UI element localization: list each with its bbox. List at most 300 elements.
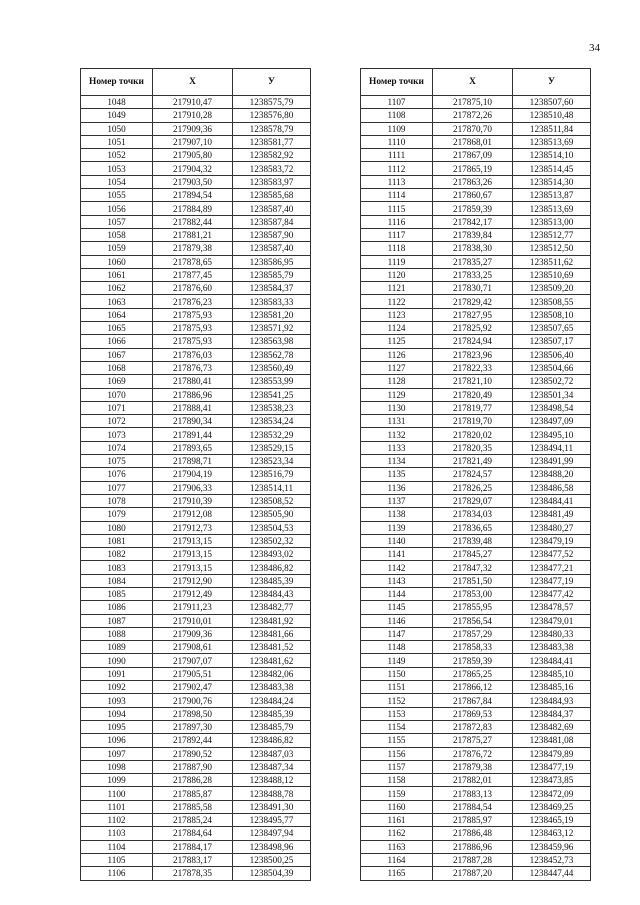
table-row xyxy=(81,681,311,694)
cell-y: 1238491,99 xyxy=(513,455,591,468)
table-row xyxy=(361,587,591,600)
table-row xyxy=(361,175,591,188)
cell-y: 1238534,24 xyxy=(233,415,311,428)
cell-y: 1238481,52 xyxy=(233,641,311,654)
cell-x: 217911,23 xyxy=(153,601,233,614)
table-row xyxy=(81,109,311,122)
cell-point-number: 1157 xyxy=(361,760,433,773)
table-row xyxy=(81,534,311,547)
cell-y: 1238493,02 xyxy=(233,548,311,561)
cell-point-number: 1066 xyxy=(81,335,153,348)
table-row xyxy=(81,840,311,853)
table-row xyxy=(81,202,311,215)
cell-point-number: 1057 xyxy=(81,215,153,228)
cell-point-number: 1051 xyxy=(81,135,153,148)
cell-x: 217898,71 xyxy=(153,455,233,468)
cell-x: 217878,65 xyxy=(153,255,233,268)
table-row xyxy=(361,747,591,760)
cell-y: 1238587,84 xyxy=(233,215,311,228)
cell-x: 217857,29 xyxy=(433,627,513,640)
cell-x: 217887,28 xyxy=(433,853,513,866)
table-row xyxy=(81,149,311,162)
cell-y: 1238575,79 xyxy=(233,96,311,109)
cell-x: 217912,08 xyxy=(153,508,233,521)
cell-y: 1238514,30 xyxy=(513,175,591,188)
cell-y: 1238587,90 xyxy=(233,228,311,241)
table-row xyxy=(81,481,311,494)
cell-x: 217886,28 xyxy=(153,774,233,787)
cell-y: 1238505,90 xyxy=(233,508,311,521)
cell-y: 1238482,69 xyxy=(513,720,591,733)
table-row xyxy=(361,202,591,215)
cell-point-number: 1119 xyxy=(361,255,433,268)
cell-y: 1238480,27 xyxy=(513,521,591,534)
cell-point-number: 1067 xyxy=(81,348,153,361)
cell-y: 1238500,25 xyxy=(233,853,311,866)
cell-point-number: 1069 xyxy=(81,375,153,388)
cell-point-number: 1121 xyxy=(361,282,433,295)
cell-x: 217891,44 xyxy=(153,428,233,441)
cell-point-number: 1163 xyxy=(361,840,433,853)
cell-x: 217820,49 xyxy=(433,388,513,401)
cell-x: 217830,71 xyxy=(433,282,513,295)
cell-x: 217853,00 xyxy=(433,587,513,600)
table-row xyxy=(81,853,311,866)
cell-x: 217856,54 xyxy=(433,614,513,627)
cell-point-number: 1107 xyxy=(361,96,433,109)
cell-x: 217847,32 xyxy=(433,561,513,574)
cell-x: 217882,44 xyxy=(153,215,233,228)
cell-x: 217875,10 xyxy=(433,96,513,109)
cell-x: 217884,64 xyxy=(153,827,233,840)
table-row xyxy=(361,335,591,348)
table-row xyxy=(361,800,591,813)
table-row xyxy=(361,295,591,308)
cell-x: 217904,32 xyxy=(153,162,233,175)
cell-point-number: 1071 xyxy=(81,401,153,414)
cell-y: 1238463,12 xyxy=(513,827,591,840)
table-row xyxy=(361,135,591,148)
cell-x: 217913,15 xyxy=(153,548,233,561)
cell-point-number: 1060 xyxy=(81,255,153,268)
cell-y: 1238504,66 xyxy=(513,361,591,374)
cell-point-number: 1128 xyxy=(361,375,433,388)
cell-x: 217887,20 xyxy=(433,867,513,880)
cell-point-number: 1115 xyxy=(361,202,433,215)
table-row xyxy=(81,867,311,880)
table-row xyxy=(361,361,591,374)
cell-y: 1238484,41 xyxy=(513,494,591,507)
cell-y: 1238587,40 xyxy=(233,202,311,215)
cell-y: 1238483,38 xyxy=(233,681,311,694)
cell-y: 1238488,20 xyxy=(513,468,591,481)
cell-y: 1238576,80 xyxy=(233,109,311,122)
cell-point-number: 1064 xyxy=(81,308,153,321)
cell-point-number: 1104 xyxy=(81,840,153,853)
cell-point-number: 1114 xyxy=(361,189,433,202)
cell-point-number: 1078 xyxy=(81,494,153,507)
cell-point-number: 1142 xyxy=(361,561,433,574)
cell-point-number: 1118 xyxy=(361,242,433,255)
table-row xyxy=(81,282,311,295)
table-row xyxy=(81,760,311,773)
cell-y: 1238513,69 xyxy=(513,135,591,148)
cell-x: 217888,41 xyxy=(153,401,233,414)
cell-y: 1238585,79 xyxy=(233,268,311,281)
cell-y: 1238578,79 xyxy=(233,122,311,135)
cell-x: 217858,33 xyxy=(433,641,513,654)
cell-x: 217881,21 xyxy=(153,228,233,241)
table-row xyxy=(81,654,311,667)
cell-x: 217890,34 xyxy=(153,415,233,428)
cell-x: 217912,73 xyxy=(153,521,233,534)
cell-x: 217867,09 xyxy=(433,149,513,162)
cell-point-number: 1110 xyxy=(361,135,433,148)
table-row xyxy=(361,667,591,680)
cell-y: 1238497,09 xyxy=(513,415,591,428)
cell-point-number: 1120 xyxy=(361,268,433,281)
table-row xyxy=(81,494,311,507)
cell-point-number: 1073 xyxy=(81,428,153,441)
cell-point-number: 1164 xyxy=(361,853,433,866)
cell-point-number: 1052 xyxy=(81,149,153,162)
cell-point-number: 1061 xyxy=(81,268,153,281)
cell-y: 1238485,39 xyxy=(233,574,311,587)
cell-y: 1238508,52 xyxy=(233,494,311,507)
cell-y: 1238583,33 xyxy=(233,295,311,308)
table-header-row xyxy=(81,69,311,96)
table-row xyxy=(81,694,311,707)
cell-x: 217880,41 xyxy=(153,375,233,388)
cell-point-number: 1103 xyxy=(81,827,153,840)
cell-x: 217906,33 xyxy=(153,481,233,494)
cell-point-number: 1070 xyxy=(81,388,153,401)
cell-x: 217878,35 xyxy=(153,867,233,880)
cell-y: 1238502,72 xyxy=(513,375,591,388)
cell-y: 1238483,38 xyxy=(513,641,591,654)
cell-point-number: 1148 xyxy=(361,641,433,654)
cell-x: 217903,50 xyxy=(153,175,233,188)
table-row xyxy=(361,734,591,747)
cell-point-number: 1159 xyxy=(361,787,433,800)
cell-y: 1238541,25 xyxy=(233,388,311,401)
table-row xyxy=(361,308,591,321)
cell-x: 217870,70 xyxy=(433,122,513,135)
header-y: У xyxy=(513,69,591,96)
cell-x: 217867,84 xyxy=(433,694,513,707)
cell-y: 1238512,50 xyxy=(513,242,591,255)
cell-x: 217892,44 xyxy=(153,734,233,747)
cell-point-number: 1074 xyxy=(81,441,153,454)
cell-x: 217875,27 xyxy=(433,734,513,747)
table-row xyxy=(81,574,311,587)
cell-point-number: 1098 xyxy=(81,760,153,773)
table-row xyxy=(81,228,311,241)
cell-y: 1238511,62 xyxy=(513,255,591,268)
cell-point-number: 1089 xyxy=(81,641,153,654)
cell-x: 217912,49 xyxy=(153,587,233,600)
table-row xyxy=(81,627,311,640)
cell-point-number: 1081 xyxy=(81,534,153,547)
table-row xyxy=(81,441,311,454)
cell-point-number: 1090 xyxy=(81,654,153,667)
cell-x: 217902,47 xyxy=(153,681,233,694)
cell-x: 217824,57 xyxy=(433,468,513,481)
cell-point-number: 1144 xyxy=(361,587,433,600)
cell-point-number: 1145 xyxy=(361,601,433,614)
cell-x: 217821,10 xyxy=(433,375,513,388)
table-row xyxy=(361,109,591,122)
cell-x: 217865,19 xyxy=(433,162,513,175)
cell-x: 217905,80 xyxy=(153,149,233,162)
cell-x: 217884,54 xyxy=(433,800,513,813)
cell-x: 217826,25 xyxy=(433,481,513,494)
cell-point-number: 1105 xyxy=(81,853,153,866)
coordinates-table-left xyxy=(80,68,311,881)
table-row xyxy=(361,840,591,853)
cell-point-number: 1111 xyxy=(361,149,433,162)
cell-point-number: 1153 xyxy=(361,707,433,720)
cell-y: 1238585,68 xyxy=(233,189,311,202)
cell-y: 1238553,99 xyxy=(233,375,311,388)
cell-y: 1238484,43 xyxy=(233,587,311,600)
cell-x: 217907,07 xyxy=(153,654,233,667)
cell-x: 217909,36 xyxy=(153,122,233,135)
table-row xyxy=(361,375,591,388)
cell-x: 217851,50 xyxy=(433,574,513,587)
cell-y: 1238477,42 xyxy=(513,587,591,600)
table-row xyxy=(361,508,591,521)
cell-point-number: 1094 xyxy=(81,707,153,720)
cell-y: 1238481,66 xyxy=(233,627,311,640)
cell-y: 1238511,84 xyxy=(513,122,591,135)
cell-x: 217872,83 xyxy=(433,720,513,733)
cell-y: 1238477,19 xyxy=(513,760,591,773)
cell-point-number: 1092 xyxy=(81,681,153,694)
cell-x: 217913,15 xyxy=(153,561,233,574)
cell-x: 217885,58 xyxy=(153,800,233,813)
table-row xyxy=(361,614,591,627)
table-row xyxy=(81,122,311,135)
table-row xyxy=(361,627,591,640)
table-row xyxy=(361,215,591,228)
cell-point-number: 1093 xyxy=(81,694,153,707)
cell-y: 1238507,65 xyxy=(513,322,591,335)
cell-y: 1238583,72 xyxy=(233,162,311,175)
cell-point-number: 1112 xyxy=(361,162,433,175)
cell-x: 217894,54 xyxy=(153,189,233,202)
cell-y: 1238484,24 xyxy=(233,694,311,707)
cell-y: 1238479,19 xyxy=(513,534,591,547)
cell-y: 1238481,62 xyxy=(233,654,311,667)
cell-y: 1238484,93 xyxy=(513,694,591,707)
table-row xyxy=(81,308,311,321)
cell-point-number: 1065 xyxy=(81,322,153,335)
cell-y: 1238510,69 xyxy=(513,268,591,281)
table-row xyxy=(361,322,591,335)
cell-point-number: 1083 xyxy=(81,561,153,574)
cell-y: 1238512,77 xyxy=(513,228,591,241)
cell-x: 217876,03 xyxy=(153,348,233,361)
cell-point-number: 1075 xyxy=(81,455,153,468)
cell-y: 1238583,97 xyxy=(233,175,311,188)
cell-x: 217876,60 xyxy=(153,282,233,295)
cell-x: 217885,87 xyxy=(153,787,233,800)
cell-y: 1238494,11 xyxy=(513,441,591,454)
table-row xyxy=(81,800,311,813)
cell-x: 217876,72 xyxy=(433,747,513,760)
cell-x: 217904,19 xyxy=(153,468,233,481)
cell-point-number: 1125 xyxy=(361,335,433,348)
cell-y: 1238581,20 xyxy=(233,308,311,321)
cell-point-number: 1109 xyxy=(361,122,433,135)
table-row xyxy=(81,707,311,720)
cell-y: 1238507,60 xyxy=(513,96,591,109)
cell-x: 217834,03 xyxy=(433,508,513,521)
cell-y: 1238484,41 xyxy=(513,654,591,667)
cell-y: 1238477,52 xyxy=(513,548,591,561)
header-x: X xyxy=(153,69,233,96)
table-row xyxy=(81,162,311,175)
cell-y: 1238479,89 xyxy=(513,747,591,760)
cell-y: 1238498,54 xyxy=(513,401,591,414)
cell-y: 1238510,48 xyxy=(513,109,591,122)
cell-y: 1238516,79 xyxy=(233,468,311,481)
table-row xyxy=(361,149,591,162)
cell-x: 217866,12 xyxy=(433,681,513,694)
cell-point-number: 1131 xyxy=(361,415,433,428)
cell-y: 1238452,73 xyxy=(513,853,591,866)
cell-point-number: 1141 xyxy=(361,548,433,561)
cell-x: 217820,35 xyxy=(433,441,513,454)
cell-point-number: 1138 xyxy=(361,508,433,521)
cell-x: 217910,28 xyxy=(153,109,233,122)
cell-x: 217893,65 xyxy=(153,441,233,454)
cell-point-number: 1124 xyxy=(361,322,433,335)
cell-point-number: 1117 xyxy=(361,228,433,241)
cell-y: 1238481,49 xyxy=(513,508,591,521)
cell-point-number: 1059 xyxy=(81,242,153,255)
cell-y: 1238513,87 xyxy=(513,189,591,202)
cell-point-number: 1134 xyxy=(361,455,433,468)
cell-x: 217859,39 xyxy=(433,654,513,667)
cell-y: 1238562,78 xyxy=(233,348,311,361)
header-x: X xyxy=(433,69,513,96)
table-row xyxy=(81,361,311,374)
cell-x: 217886,96 xyxy=(433,840,513,853)
table-row xyxy=(81,322,311,335)
cell-x: 217910,01 xyxy=(153,614,233,627)
cell-point-number: 1130 xyxy=(361,401,433,414)
cell-x: 217819,77 xyxy=(433,401,513,414)
table-row xyxy=(81,135,311,148)
cell-x: 217829,07 xyxy=(433,494,513,507)
table-row xyxy=(361,401,591,414)
table-row xyxy=(81,255,311,268)
cell-x: 217859,39 xyxy=(433,202,513,215)
cell-x: 217820,02 xyxy=(433,428,513,441)
cell-y: 1238472,09 xyxy=(513,787,591,800)
cell-y: 1238485,10 xyxy=(513,667,591,680)
cell-y: 1238513,00 xyxy=(513,215,591,228)
table-row xyxy=(81,774,311,787)
cell-point-number: 1049 xyxy=(81,109,153,122)
cell-point-number: 1113 xyxy=(361,175,433,188)
cell-x: 217838,30 xyxy=(433,242,513,255)
cell-point-number: 1106 xyxy=(81,867,153,880)
cell-x: 217868,01 xyxy=(433,135,513,148)
cell-point-number: 1137 xyxy=(361,494,433,507)
table-row xyxy=(361,481,591,494)
cell-point-number: 1099 xyxy=(81,774,153,787)
cell-point-number: 1151 xyxy=(361,681,433,694)
cell-y: 1238560,49 xyxy=(233,361,311,374)
cell-x: 217877,45 xyxy=(153,268,233,281)
cell-x: 217908,61 xyxy=(153,641,233,654)
cell-y: 1238504,53 xyxy=(233,521,311,534)
cell-x: 217827,95 xyxy=(433,308,513,321)
cell-y: 1238571,92 xyxy=(233,322,311,335)
table-row xyxy=(81,734,311,747)
cell-y: 1238469,25 xyxy=(513,800,591,813)
cell-x: 217882,01 xyxy=(433,774,513,787)
table-row xyxy=(361,228,591,241)
cell-point-number: 1053 xyxy=(81,162,153,175)
header-y: У xyxy=(233,69,311,96)
cell-x: 217905,51 xyxy=(153,667,233,680)
table-row xyxy=(361,521,591,534)
cell-y: 1238481,92 xyxy=(233,614,311,627)
cell-x: 217909,36 xyxy=(153,627,233,640)
cell-y: 1238486,58 xyxy=(513,481,591,494)
cell-x: 217890,52 xyxy=(153,747,233,760)
table-row xyxy=(81,614,311,627)
cell-x: 217839,84 xyxy=(433,228,513,241)
cell-x: 217910,39 xyxy=(153,494,233,507)
cell-y: 1238485,79 xyxy=(233,720,311,733)
table-row xyxy=(361,428,591,441)
cell-y: 1238488,12 xyxy=(233,774,311,787)
cell-x: 217885,97 xyxy=(433,814,513,827)
table-row xyxy=(361,96,591,109)
cell-point-number: 1096 xyxy=(81,734,153,747)
cell-x: 217883,17 xyxy=(153,853,233,866)
cell-x: 217907,10 xyxy=(153,135,233,148)
cell-y: 1238473,85 xyxy=(513,774,591,787)
cell-y: 1238479,01 xyxy=(513,614,591,627)
table-row xyxy=(361,388,591,401)
cell-y: 1238523,34 xyxy=(233,455,311,468)
cell-x: 217879,38 xyxy=(153,242,233,255)
cell-x: 217876,73 xyxy=(153,361,233,374)
cell-y: 1238495,10 xyxy=(513,428,591,441)
cell-x: 217910,47 xyxy=(153,96,233,109)
cell-point-number: 1133 xyxy=(361,441,433,454)
table-row xyxy=(81,242,311,255)
table-row xyxy=(81,521,311,534)
cell-point-number: 1136 xyxy=(361,481,433,494)
table-row xyxy=(81,348,311,361)
cell-y: 1238587,40 xyxy=(233,242,311,255)
table-row xyxy=(81,561,311,574)
cell-y: 1238514,45 xyxy=(513,162,591,175)
cell-y: 1238488,78 xyxy=(233,787,311,800)
table-row xyxy=(81,428,311,441)
table-row xyxy=(81,468,311,481)
table-row xyxy=(81,827,311,840)
cell-y: 1238504,39 xyxy=(233,867,311,880)
table-row xyxy=(361,561,591,574)
